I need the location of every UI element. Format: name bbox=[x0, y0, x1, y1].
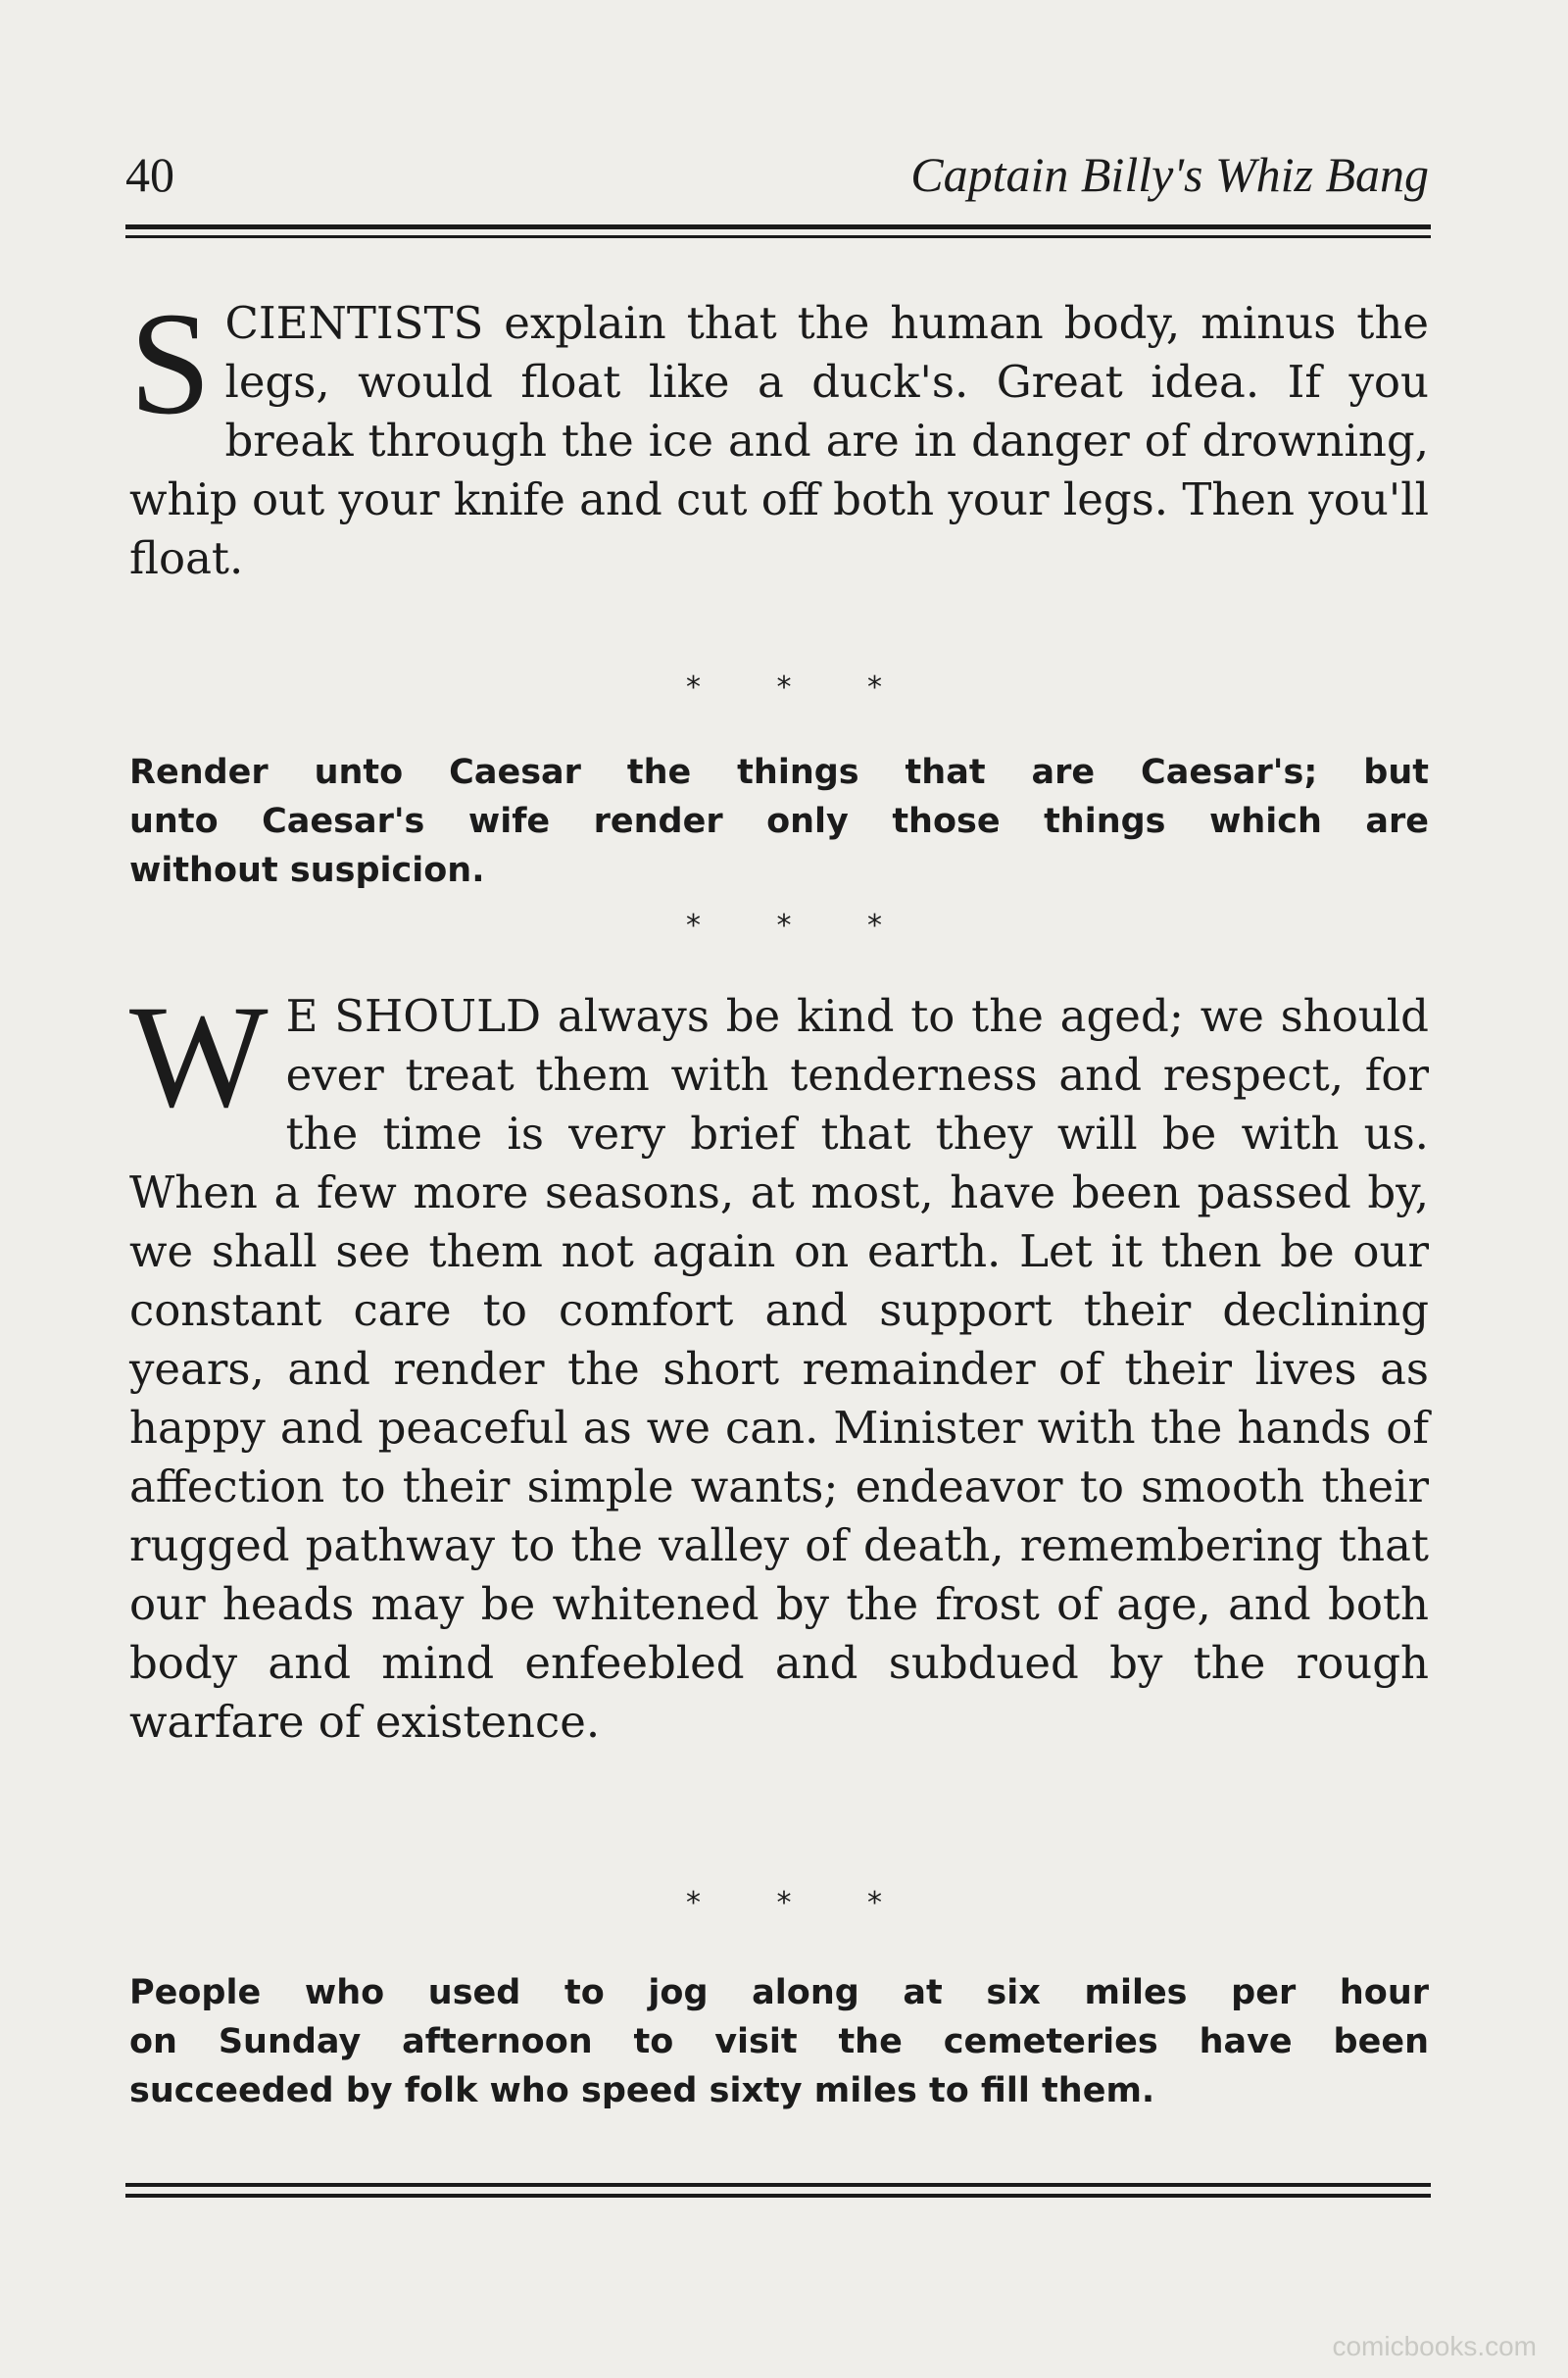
note-cemeteries bbox=[129, 1968, 1429, 2115]
note-cemeteries-line: succeeded by folk who speed sixty miles to fill them. bbox=[129, 2071, 1155, 2110]
watermark: comicbooks.com bbox=[1332, 2331, 1537, 2361]
page-number: 40 bbox=[125, 147, 174, 202]
paragraph-scientists bbox=[129, 282, 1429, 588]
drop-cap-s: S bbox=[129, 282, 212, 445]
footer-rule-top bbox=[125, 2183, 1431, 2187]
drop-cap-w: W bbox=[129, 975, 269, 1138]
footer-rule-bottom bbox=[125, 2194, 1431, 2198]
separator-stars: * * * bbox=[685, 670, 916, 705]
note-caesar bbox=[129, 748, 1429, 895]
separator-stars: * * * bbox=[685, 1886, 916, 1920]
note-caesar-line: without suspicion. bbox=[129, 851, 485, 890]
header-rule-bottom bbox=[125, 235, 1431, 238]
separator-stars: * * * bbox=[685, 909, 916, 943]
paragraph-scientists-text: CIENTISTS explain that the human body, minus the legs, would float like a duck's. Great idea. If you break through the ice and are in danger of drowning, whip out your knife and cut off both your legs. Then you'll float. bbox=[129, 297, 1429, 584]
note-caesar-line: unto Caesar's wife render only those things which are bbox=[129, 802, 1429, 841]
header-rule-top bbox=[125, 224, 1431, 229]
paragraph-aged-text: E SHOULD always be kind to the aged; we should ever treat them with tenderness and respect, for the time is very brief that they will be with us. When a few more seasons, at most, have been passed by, we shall see them not again on earth. Let it then be our constant care to comfort and support their declining years, and render the short remainder of their lives as happy and peaceful as we can. Minister with the hands of affection to their simple wants; endeavor to smooth their rugged pathway to the valley of death, remembering that our heads may be whitened by the frost of age, and both body and mind enfeebled and subdued by the rough warfare of existence. bbox=[129, 990, 1429, 1748]
running-title: Captain Billy's Whiz Bang bbox=[910, 147, 1429, 202]
note-cemeteries-line: People who used to jog along at six miles per hour bbox=[129, 1973, 1429, 2012]
paragraph-aged bbox=[129, 975, 1429, 1752]
note-cemeteries-line: on Sunday afternoon to visit the cemeteries have been bbox=[129, 2022, 1429, 2061]
note-caesar-line: Render unto Caesar the things that are Caesar's; but bbox=[129, 753, 1429, 792]
